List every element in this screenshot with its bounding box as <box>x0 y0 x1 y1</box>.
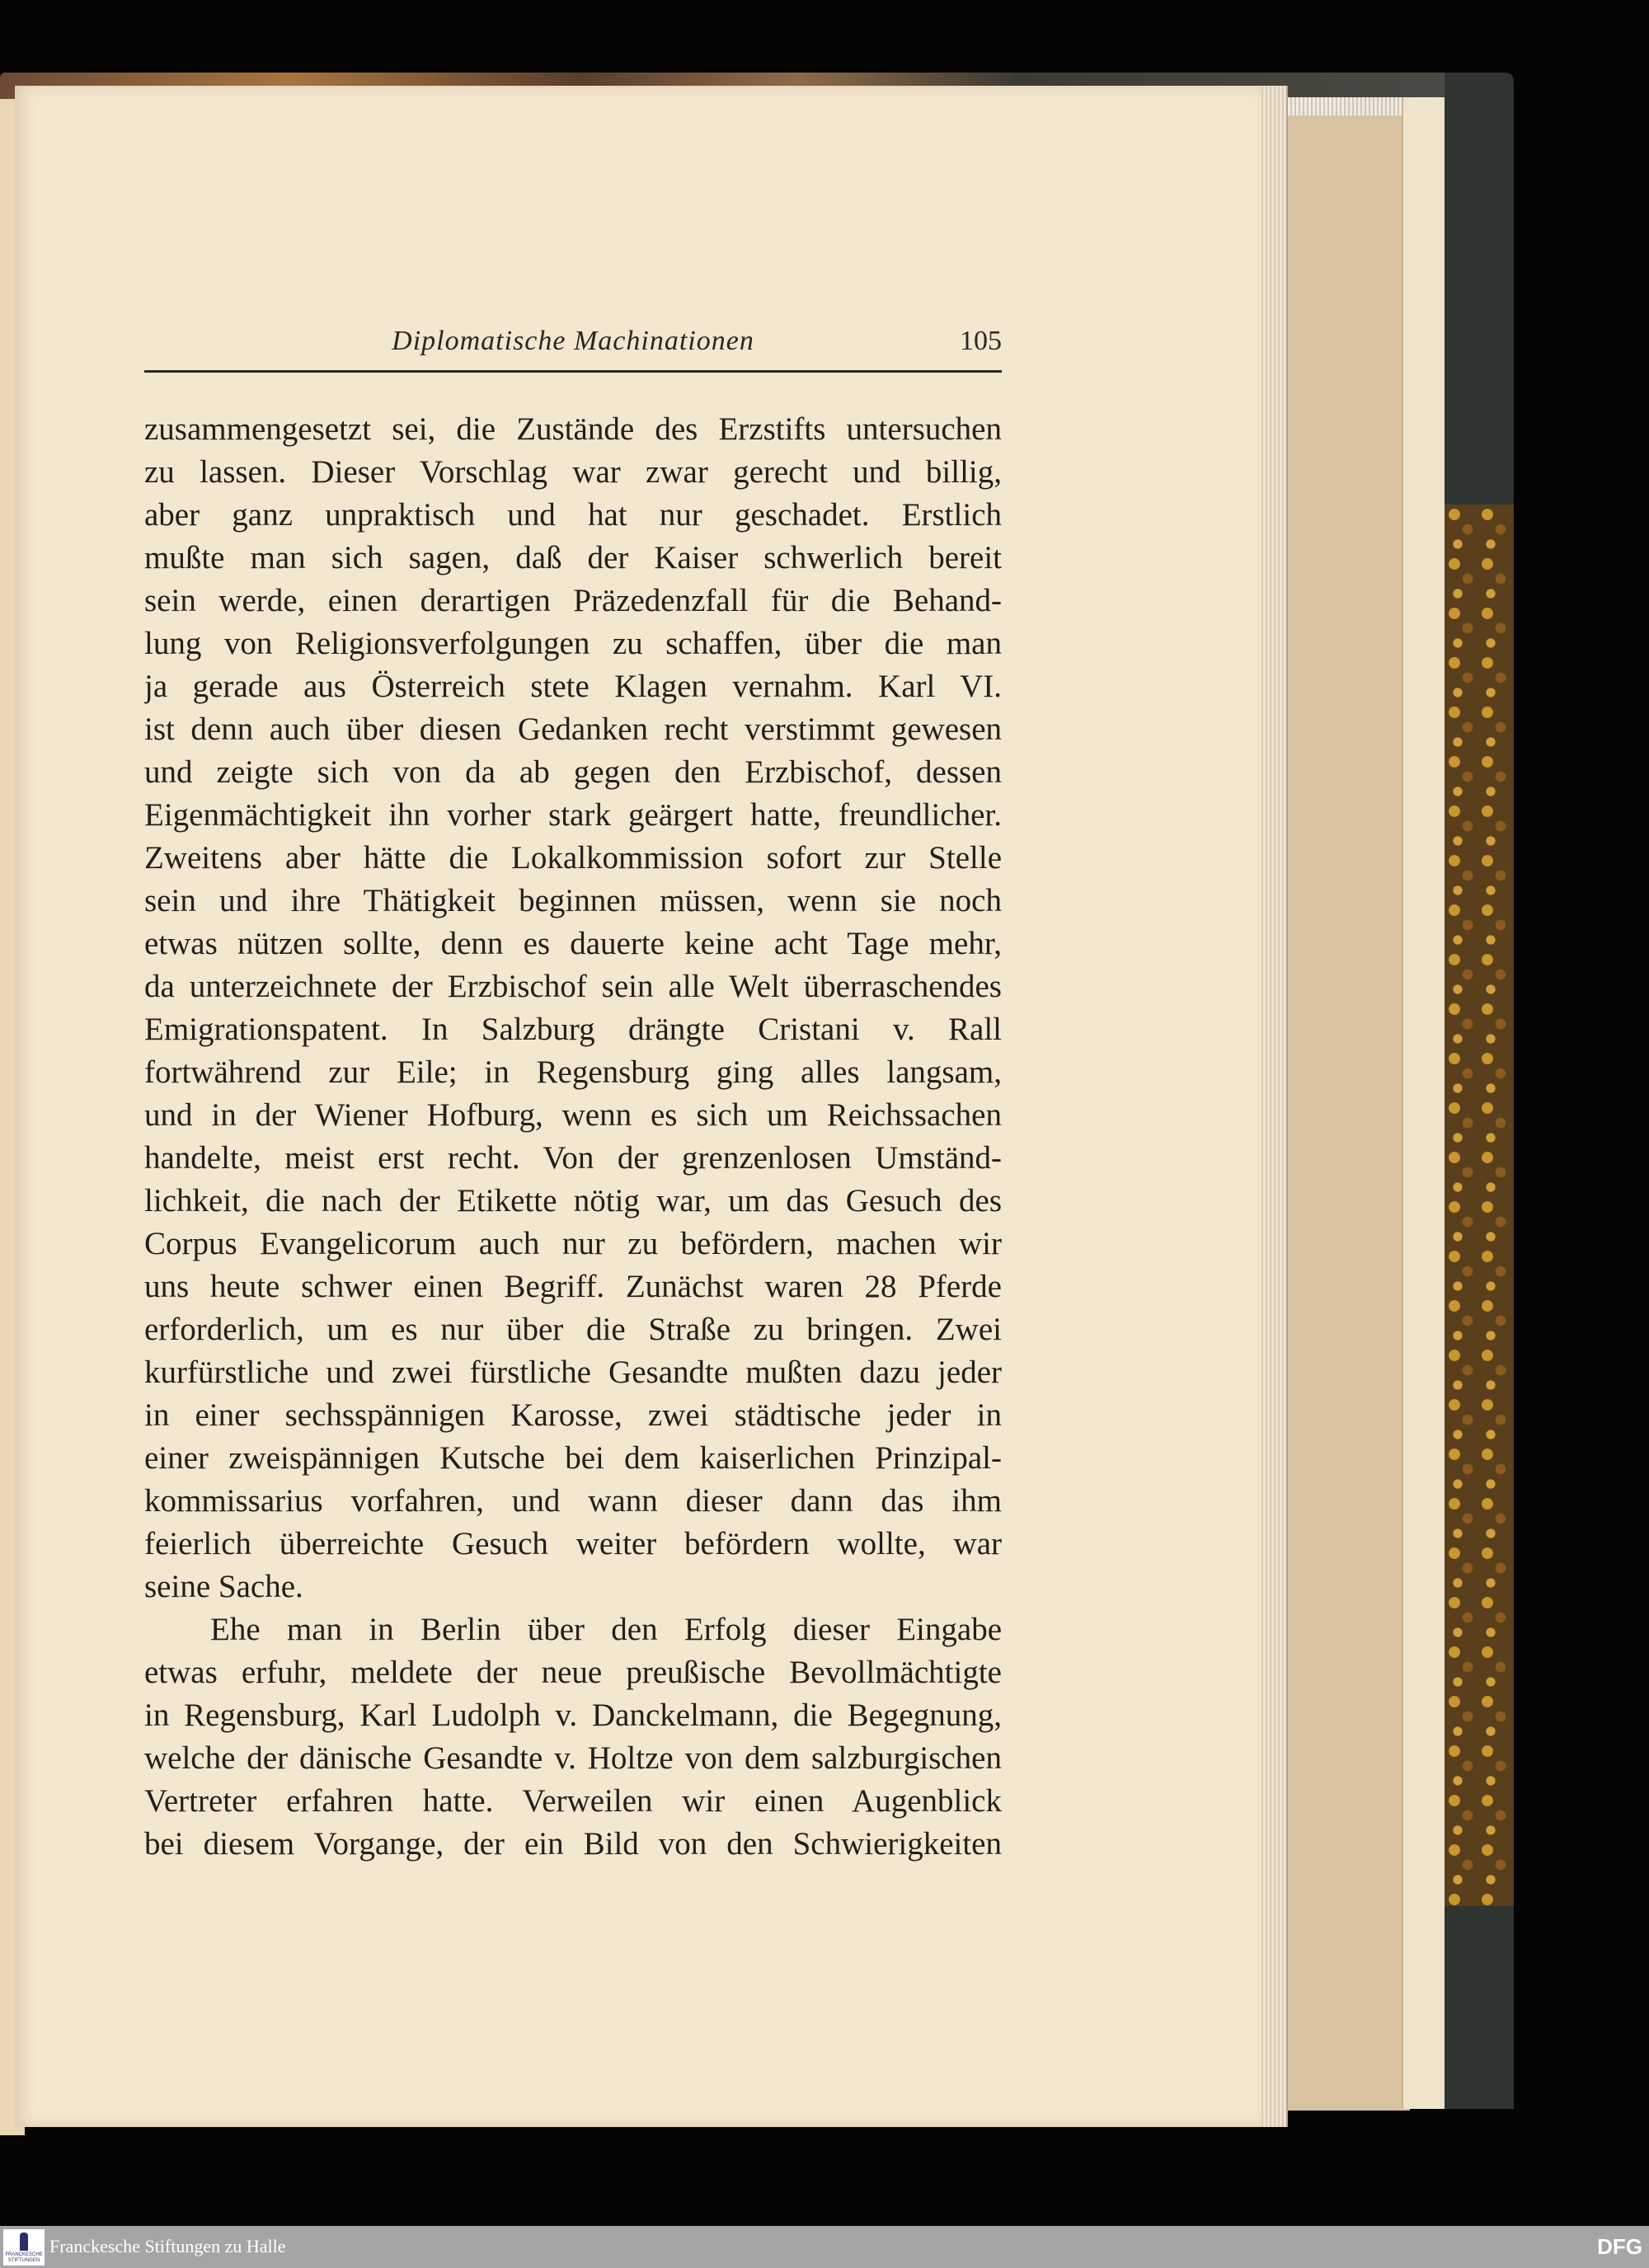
text-line: Emigrationspatent. In Salzburg drängte Cristani v. Rall <box>144 1012 1002 1047</box>
text-line: handelte, meist erst recht. Von der grenzenlosen Umständ- <box>144 1140 1002 1176</box>
text-line: kurfürstliche und zwei fürstliche Gesandte mußten dazu jeder <box>144 1355 1002 1390</box>
text-line: und zeigte sich von da ab gegen den Erzbischof, dessen <box>144 754 1002 790</box>
text-line: sein und ihre Thätigkeit beginnen müssen, wenn sie noch <box>144 883 1002 918</box>
text-line: erforderlich, um es nur über die Straße zu bringen. Zwei <box>144 1312 1002 1347</box>
text-line: Corpus Evangelicorum auch nur zu befördern, machen wir <box>144 1226 1002 1261</box>
text-line: etwas nützen sollte, denn es dauerte keine acht Tage mehr, <box>144 926 1002 961</box>
page-edges <box>1261 86 1288 2127</box>
running-header <box>144 326 1002 367</box>
text-line: kommissarius vorfahren, und wann dieser dann das ihm <box>144 1483 1002 1519</box>
end-paper <box>1402 97 1446 2109</box>
logo-lettering: FRANCKESCHE STIFTUNGEN <box>5 2252 43 2263</box>
text-line: zu lassen. Dieser Vorschlag war zwar gerecht und billig, <box>144 454 1002 490</box>
footer-bar <box>0 2226 1649 2268</box>
text-line: seine Sache. <box>144 1569 303 1604</box>
text-line: Eigenmächtigkeit ihn vorher stark geärgert hatte, freundlicher. <box>144 797 1002 833</box>
text-line: etwas erfuhr, meldete der neue preußische Bevollmächtigte <box>144 1655 1002 1690</box>
text-line: einer zweispännigen Kutsche bei dem kaiserlichen Prinzipal- <box>144 1440 1002 1476</box>
marbled-cover <box>1445 505 1514 1906</box>
text-line: in Regensburg, Karl Ludolph v. Danckelmann, die Begegnung, <box>144 1697 1002 1733</box>
text-line: fortwährend zur Eile; in Regensburg ging alles langsam, <box>144 1054 1002 1090</box>
text-line: uns heute schwer einen Begriff. Zunächst waren 28 Pferde <box>144 1269 1002 1304</box>
text-line: lichkeit, die nach der Etikette nötig war, um das Gesuch des <box>144 1183 1002 1219</box>
text-line: lung von Religionsverfolgungen zu schaffen, über die man <box>144 626 1002 661</box>
text-line: welche der dänische Gesandte v. Holtze von dem salzburgischen <box>144 1740 1002 1776</box>
text-line: sein werde, einen derartigen Präzedenzfall für die Behand- <box>144 583 1002 618</box>
text-line: aber ganz unpraktisch und hat nur geschadet. Erstlich <box>144 497 1002 533</box>
statue-icon <box>20 2233 28 2251</box>
text-line: mußte man sich sagen, daß der Kaiser schwerlich bereit <box>144 540 1002 575</box>
text-line: Vertreter erfahren hatte. Verweilen wir einen Augenblick <box>144 1783 1002 1819</box>
text-line: da unterzeichnete der Erzbischof sein alle Welt überraschendes <box>144 969 1002 1004</box>
text-line: Zweitens aber hätte die Lokalkommission sofort zur Stelle <box>144 840 1002 876</box>
page-number: 105 <box>960 326 1002 356</box>
text-line: Ehe man in Berlin über den Erfolg dieser Eingabe <box>210 1612 1002 1647</box>
text-line: ist denn auch über diesen Gedanken recht verstimmt gewesen <box>144 711 1002 747</box>
text-line: bei diesem Vorgange, der ein Bild von den Schwierigkeiten <box>144 1826 1002 1862</box>
text-line: in einer sechsspännigen Karosse, zwei städtische jeder in <box>144 1397 1002 1433</box>
text-line: zusammengesetzt sei, die Zustände des Erzstifts untersuchen <box>144 411 1002 447</box>
page-block <box>1286 115 1410 2111</box>
text-line: ja gerade aus Österreich stete Klagen vernahm. Karl VI. <box>144 669 1002 704</box>
institution-name: Franckesche Stiftungen zu Halle <box>49 2236 286 2256</box>
institution-logo <box>3 2229 45 2266</box>
body-text <box>144 408 1002 1866</box>
text-line: und in der Wiener Hofburg, wenn es sich um Reichssachen <box>144 1097 1002 1133</box>
dfg-logo: DFG <box>1597 2234 1642 2259</box>
running-title: Diplomatische Machinationen <box>392 326 754 356</box>
header-rule <box>144 370 1002 373</box>
text-line: feierlich überreichte Gesuch weiter befördern wollte, war <box>144 1526 1002 1561</box>
